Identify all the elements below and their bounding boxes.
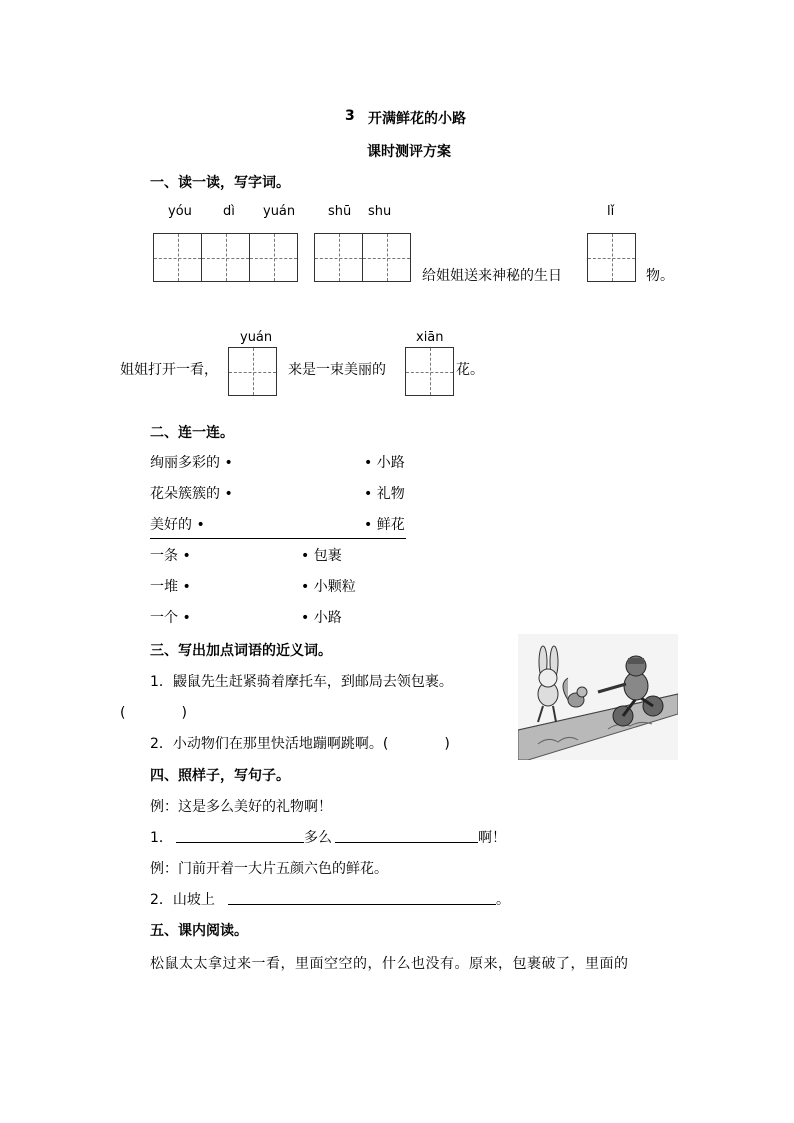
match-left-a1[interactable]: 绚丽多彩的 • [150, 455, 233, 471]
match-right-a2[interactable]: • 礼物 [364, 486, 405, 502]
question-3-1: 1．鼹鼠先生赶紧骑着摩托车，到邮局去领包裹。 [150, 674, 453, 690]
match-right-b1[interactable]: • 包裹 [301, 548, 342, 564]
match-left-b1[interactable]: 一条 • [150, 548, 191, 564]
writing-grid-youdiyuan[interactable] [153, 233, 298, 282]
sentence-1-end: 物。 [646, 268, 674, 284]
match-right-a3[interactable]: • 鲜花 [364, 517, 405, 533]
pinyin-you: yóu [168, 204, 192, 219]
pinyin-shu2: shu [368, 204, 392, 219]
sentence-2-start: 姐姐打开一看， [120, 362, 218, 378]
page-title: 开满鲜花的小路 [368, 111, 466, 127]
section-1-heading: 一、读一读，写字词。 [150, 175, 290, 191]
answer-blank-3-1[interactable]: ( ) [120, 705, 187, 721]
match-left-b3[interactable]: 一个 • [150, 610, 191, 626]
question-4-1-mid: 多么 [304, 830, 332, 846]
writing-box[interactable] [201, 233, 250, 282]
question-4-1-end: 啊！ [478, 830, 506, 846]
match-left-a3[interactable]: 美好的 • [150, 517, 205, 533]
answer-line-4-1a[interactable] [176, 842, 304, 843]
reading-passage: 松鼠太太拿过来一看，里面空空的，什么也没有。原来，包裹破了，里面的 [150, 956, 629, 972]
pinyin-li: lǐ [607, 204, 615, 219]
divider-line [150, 538, 406, 539]
match-right-b3[interactable]: • 小路 [301, 610, 342, 626]
pinyin-xian: xiān [416, 330, 444, 345]
section-5-heading: 五、课内阅读。 [150, 923, 248, 939]
match-right-b2[interactable]: • 小颗粒 [301, 579, 356, 595]
answer-line-4-1b[interactable] [335, 842, 478, 843]
pinyin-yuan: yuán [263, 204, 296, 219]
writing-box-li[interactable] [587, 233, 636, 282]
writing-box[interactable] [249, 233, 298, 282]
question-4-1-number: 1． [150, 830, 173, 846]
pinyin-yuan-2: yuán [240, 330, 273, 345]
section-2-heading: 二、连一连。 [150, 425, 234, 441]
example-4-2: 例：门前开着一大片五颜六色的鲜花。 [150, 861, 388, 877]
section-4-heading: 四、照样子，写句子。 [150, 768, 290, 784]
match-right-a1[interactable]: • 小路 [364, 455, 405, 471]
writing-box-xian[interactable] [405, 347, 454, 396]
question-4-2-end: 。 [496, 892, 510, 908]
writing-box[interactable] [153, 233, 202, 282]
illustration-rabbit-squirrel-mole-motorcycle [518, 634, 678, 760]
sentence-2-mid: 来是一束美丽的 [288, 362, 386, 378]
writing-box[interactable] [314, 233, 363, 282]
pinyin-di: dì [223, 204, 235, 219]
answer-line-4-2[interactable] [228, 904, 496, 905]
writing-box[interactable] [362, 233, 411, 282]
match-left-a2[interactable]: 花朵簇簇的 • [150, 486, 233, 502]
lesson-number: 3 [345, 108, 355, 124]
question-4-2-start: 2．山坡上 [150, 892, 215, 908]
example-4-1: 例：这是多么美好的礼物啊！ [150, 799, 332, 815]
section-3-heading: 三、写出加点词语的近义词。 [150, 643, 332, 659]
question-3-2: 2．小动物们在那里快活地蹦啊跳啊。( ) [150, 736, 450, 752]
writing-grid-shushu[interactable] [314, 233, 411, 282]
writing-box-yuan[interactable] [228, 347, 277, 396]
match-left-b2[interactable]: 一堆 • [150, 579, 191, 595]
page-subtitle: 课时测评方案 [367, 144, 451, 160]
sentence-1-text: 给姐姐送来神秘的生日 [422, 268, 562, 284]
pinyin-shu1: shū [328, 204, 352, 219]
sentence-2-end: 花。 [456, 362, 484, 378]
